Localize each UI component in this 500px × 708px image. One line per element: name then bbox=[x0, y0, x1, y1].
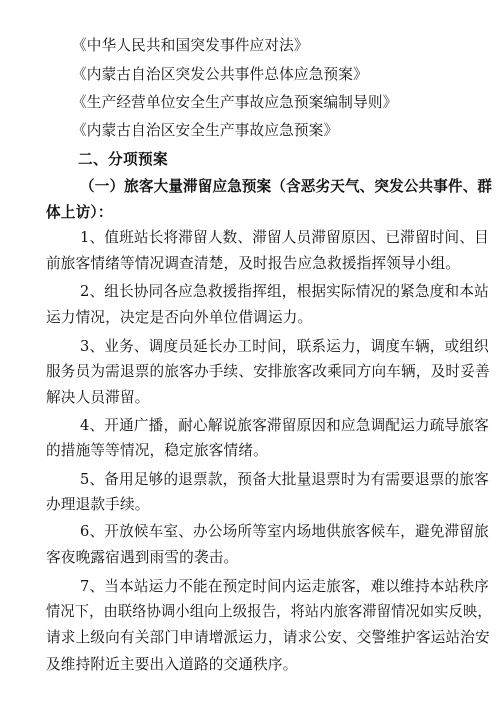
paragraph-line: 5、备用足够的退票款，预备大批量退票时为有需要退票的旅客 bbox=[80, 471, 489, 488]
paragraph-line: 的措施等等情况，稳定旅客情绪。 bbox=[46, 442, 268, 459]
paragraph-line: 3、业务、调度员延长办工时间，联系运力，调度车辆，或组织 bbox=[80, 338, 489, 355]
paragraph-line: 及维持附近主要出入道路的交通秩序。 bbox=[46, 656, 298, 673]
paragraph-line: 服务员为需退票的旅客办手续、安排旅客改乘同方向车辆，及时妥善 bbox=[46, 363, 490, 380]
paragraph-line: 1、值班站长将滞留人数、滞留人员滞留原因、已滞留时间、目 bbox=[80, 229, 489, 246]
paragraph-line: 7、当本站运力不能在预定时间内运走旅客，难以维持本站秩序 bbox=[80, 578, 489, 595]
subsection-title-line: （一）旅客大量滞留应急预案（含恶劣天气、突发公共事件、群 bbox=[80, 178, 493, 195]
paragraph-line: 客夜晚露宿遇到雨雪的袭击。 bbox=[46, 549, 239, 566]
paragraph-line: 4、开通广播，耐心解说旅客滞留原因和应急调配运力疏导旅客 bbox=[80, 417, 489, 434]
reference-item: 《中华人民共和国突发事件应对法》 bbox=[72, 37, 309, 54]
paragraph-line: 情况下，由联络协调小组向上级报告，将站内旅客滞留情况如实反映， bbox=[46, 603, 492, 620]
paragraph-line: 6、开放候车室、办公场所等室内场地供旅客候车，避免滞留旅 bbox=[80, 523, 489, 540]
paragraph-line: 2、组长协同各应急救援指挥组，根据实际情况的紧急度和本站 bbox=[80, 283, 489, 300]
paragraph-line: 办理退款手续。 bbox=[46, 496, 150, 513]
paragraph-line: 前旅客情绪等情况调查清楚，及时报告应急救援指挥领导小组。 bbox=[46, 255, 461, 272]
reference-item: 《内蒙古自治区突发公共事件总体应急预案》 bbox=[72, 66, 368, 83]
section-title: 二、分项预案 bbox=[78, 151, 168, 168]
subsection-title-line: 体上访）： bbox=[46, 204, 113, 221]
reference-item: 《内蒙古自治区安全生产事故应急预案》 bbox=[72, 122, 339, 139]
paragraph-line: 请求上级向有关部门申请增派运力，请求公安、交警维护客运站治安 bbox=[46, 629, 490, 646]
reference-item: 《生产经营单位安全生产事故应急预案编制导则》 bbox=[72, 94, 398, 111]
paragraph-line: 解决人员滞留。 bbox=[46, 389, 150, 406]
paragraph-line: 运力情况，决定是否向外单位借调运力。 bbox=[46, 309, 313, 326]
